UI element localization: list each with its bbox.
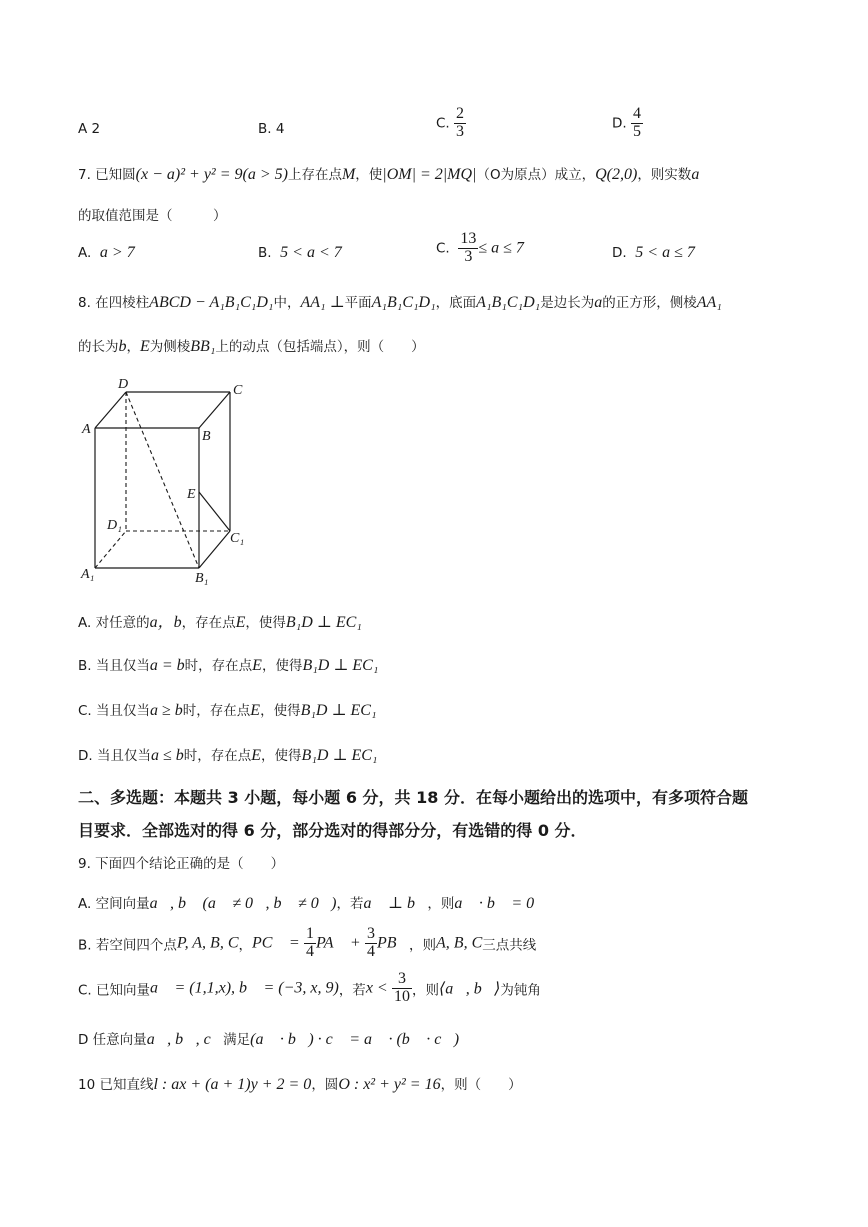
section2-header-line1 [78,785,748,808]
q9-b-den1: 4 [305,942,314,960]
q7-text: ，则实数 [637,167,692,183]
section2-header-line2 [78,818,587,841]
q9-option-c-angle: ⟨a⃗, b⃗⟩ [439,980,501,998]
q6-option-c-fraction [454,106,466,141]
q8-text: ， [126,339,140,355]
q9-option-b-points: P, A, B, C [176,934,239,952]
q9-option-c-fraction [392,971,412,1006]
q9-option-b-fraction1 [304,926,316,961]
prism-figure [70,372,260,592]
q7-text: 上存在点 [287,167,342,183]
label-b: B [202,429,211,444]
q7-option-d [612,244,695,262]
q9-option-c-x: x < [365,979,388,997]
q7-line2-text: 的取值范围是（ ） [78,208,227,224]
edge-b1-c1 [199,531,230,568]
q8-option-b-e: E [252,657,262,674]
q7-stem-line1 [78,163,699,184]
q7-option-a-math: a > 7 [99,244,135,261]
q9-option-b-fraction2 [365,926,377,961]
q9-text: ，若 [336,896,364,912]
q7-condition: |OM| = 2|MQ| [382,166,477,183]
q8-edge-bb1: BB₁ [190,338,216,355]
q9-option-c-vectors: a⃗ = (1,1,x), b⃗ = (−3, x, 9) [150,979,339,997]
q9-option-a-cond: a⃗ ⊥ b⃗ [363,895,428,912]
q7-option-c-label: C. [436,240,450,257]
q8-stem-line2 [78,335,425,356]
q8-text: ，使得 [245,615,286,631]
q8-text: 的正方形，侧棱 [602,295,697,311]
section2-line2-text: 目要求．全部选对的得 6 分，部分选对的得部分分，有选错的得 0 分． [78,821,587,840]
edge-b-c [199,392,230,428]
q8-text: 时，存在点 [183,748,252,764]
q6-option-a [78,121,100,137]
q7-option-c-fraction [458,231,478,266]
label-d1: D₁ [107,518,122,533]
q6-c-numerator: 2 [456,105,465,122]
q7-c-denominator: 3 [464,247,473,265]
q9-option-d-equation: (a⃗ · b⃗) · c⃗ = a⃗ · (b⃗ · c⃗) [250,1031,460,1048]
q9-option-a-label: A. 空间向量 [78,896,150,912]
q8-option-c [78,699,377,720]
q9-c-den: 10 [394,987,411,1005]
q6-c-denominator: 3 [456,122,465,140]
q7-option-c [436,231,524,266]
q8-prefix: 8. 在四棱柱 [78,295,150,311]
segment-d-b1 [126,392,199,568]
q7-stem-line2 [78,204,227,224]
q8-base: A₁B₁C₁D₁ [476,294,541,311]
q8-text: 是边长为 [540,295,595,311]
q6-option-b [258,121,284,137]
q8-text: ，使得 [260,703,301,719]
q7-c-numerator: 13 [460,230,477,247]
q10-text: ，圆 [311,1077,339,1093]
q9-stem [78,852,284,872]
q8-option-c-cond: a ≥ b [150,702,183,719]
q8-option-b-cond: a = b [149,657,185,674]
q7-prefix: 7. 已知圆 [78,167,136,183]
q6-d-numerator: 4 [632,105,641,122]
q8-option-a-vars: a，b [149,614,182,631]
q7-option-d-label: D. [612,245,627,261]
q9-option-d-label: D 任意向量 [78,1032,147,1048]
q9-option-d [78,1028,459,1049]
q8-option-d-label: D. 当且仅当 [78,748,151,764]
label-c1: C₁ [230,531,245,546]
q7-point-m: M [341,166,356,183]
edge-a-d [95,392,126,428]
label-d: D [118,377,129,392]
q7-option-b-label: B. [258,245,272,261]
q9-text: 满足 [223,1032,251,1048]
q8-text: ，底面 [435,295,477,311]
q8-option-c-label: C. 当且仅当 [78,703,151,719]
q9-option-c-label: C. 已知向量 [78,982,151,999]
q8-edge: AA₁ ⊥ [300,294,345,311]
q10-stem [78,1073,522,1094]
q8-plane: A₁B₁C₁D₁ [371,294,436,311]
q8-var-b: b [118,338,127,355]
q8-option-a-e: E [235,614,246,631]
q8-side-edge: AA₁ [696,294,722,311]
q8-text: 平面 [344,295,372,311]
q8-option-a [78,609,362,632]
q6-option-b-text: B. 4 [258,121,285,137]
q6-option-d-label: D. [612,115,627,132]
q8-text: 时，存在点 [182,703,251,719]
q8-text: ，存在点 [181,615,236,631]
segment-e-c1 [199,492,230,531]
label-a1: A₁ [81,567,95,582]
q7-point-q: Q(2,0) [595,166,638,183]
q9-option-b-pb: PB⃗ [377,934,410,952]
q10-text: ，则（ ） [440,1077,522,1093]
label-c: C [233,383,243,398]
q8-option-c-relation: B₁D ⊥ EC₁ [300,702,377,719]
q9-text: 三点共线 [482,937,537,954]
q9-option-d-vectors: a⃗, b⃗, c⃗ [146,1031,224,1048]
q6-option-c [436,106,466,141]
q7-circle-equation: (x − a)² + y² = 9(a > 5) [135,166,288,183]
q8-text: 为侧棱 [149,339,191,355]
q8-text: 的长为 [78,339,119,355]
q9-text: ， [238,937,252,954]
q9-b-num1: 1 [305,925,314,942]
q8-text: 时，存在点 [184,658,253,674]
q7-var-a: a [691,166,700,183]
q6-option-d-fraction [631,106,643,141]
q8-option-a-label: A. 对任意的 [78,615,150,631]
q8-option-c-e: E [250,702,261,719]
q8-var-a: a [594,294,603,311]
q8-option-d-cond: a ≤ b [150,747,184,764]
q9-stem-text: 9. 下面四个结论正确的是（ ） [78,856,285,872]
q8-text: 中， [273,295,301,311]
q8-option-b [78,654,378,675]
label-b1: B₁ [195,571,209,586]
q9-text: ，则 [412,982,440,999]
section2-line1-text: 二、多选题：本题共 3 小题，每小题 6 分，共 18 分．在每小题给出的选项中，有多项符合题 [78,788,748,807]
q7-option-a-label: A. [78,245,92,261]
q8-stem-line1 [78,291,722,312]
q7-text: ，使 [355,167,383,183]
q8-text: 上的动点（包括端点），则（ ） [215,339,425,355]
q10-prefix: 10 已知直线 [78,1077,154,1093]
q9-text: ，则 [427,896,455,912]
q6-option-c-label: C. [436,115,450,132]
q9-option-b-abc: A, B, C [436,934,483,952]
q8-option-a-relation: B₁D ⊥ EC₁ [285,614,362,631]
q9-option-a [78,892,534,913]
q6-option-d [612,106,643,141]
q9-text: ，则 [409,937,437,954]
q10-circle-equation: O : x² + y² = 16 [338,1076,441,1093]
q8-option-b-label: B. 当且仅当 [78,658,150,674]
q9-option-b [78,926,536,961]
q9-option-a-result: a⃗ · b⃗ = 0 [454,895,535,912]
q9-b-den2: 4 [367,942,376,960]
q6-d-denominator: 5 [632,122,641,140]
q8-text: ，使得 [261,748,302,764]
q10-line-equation: l : ax + (a + 1)y + 2 = 0 [153,1076,312,1093]
q6-option-a-text: A 2 [78,121,101,137]
label-a: A [82,422,91,437]
q8-text: ，使得 [261,658,303,674]
q9-option-b-label: B. 若空间四个点 [78,937,177,954]
q8-option-d [78,744,378,765]
q9-b-num2: 3 [367,925,376,942]
q8-prism: ABCD − A₁B₁C₁D₁ [149,294,274,311]
q7-option-a [78,244,135,262]
q9-option-b-pa: PA⃗ + [315,934,361,952]
q8-point-e: E [140,338,150,355]
q9-option-b-pc: PC⃗ = [252,934,300,952]
q9-c-num: 3 [392,971,412,989]
q7-option-b-math: 5 < a < 7 [280,244,342,261]
q7-option-c-math: ≤ a ≤ 7 [478,239,524,257]
edge-a1-d1 [95,531,126,568]
q7-text: （O为原点）成立， [476,167,596,183]
q8-option-d-relation: B₁D ⊥ EC₁ [301,747,378,764]
q9-text: 为钝角 [500,982,541,999]
q9-option-c [78,971,541,1006]
q9-text: ，若 [338,982,366,999]
q7-option-b [258,244,342,262]
q9-option-a-vectors: a⃗, b⃗ (a⃗ ≠ 0⃗, b⃗ ≠ 0⃗) [149,895,337,912]
q8-option-d-e: E [251,747,262,764]
q7-option-d-math: 5 < a ≤ 7 [635,244,695,261]
q8-option-b-relation: B₁D ⊥ EC₁ [302,657,379,674]
label-e: E [187,487,196,502]
